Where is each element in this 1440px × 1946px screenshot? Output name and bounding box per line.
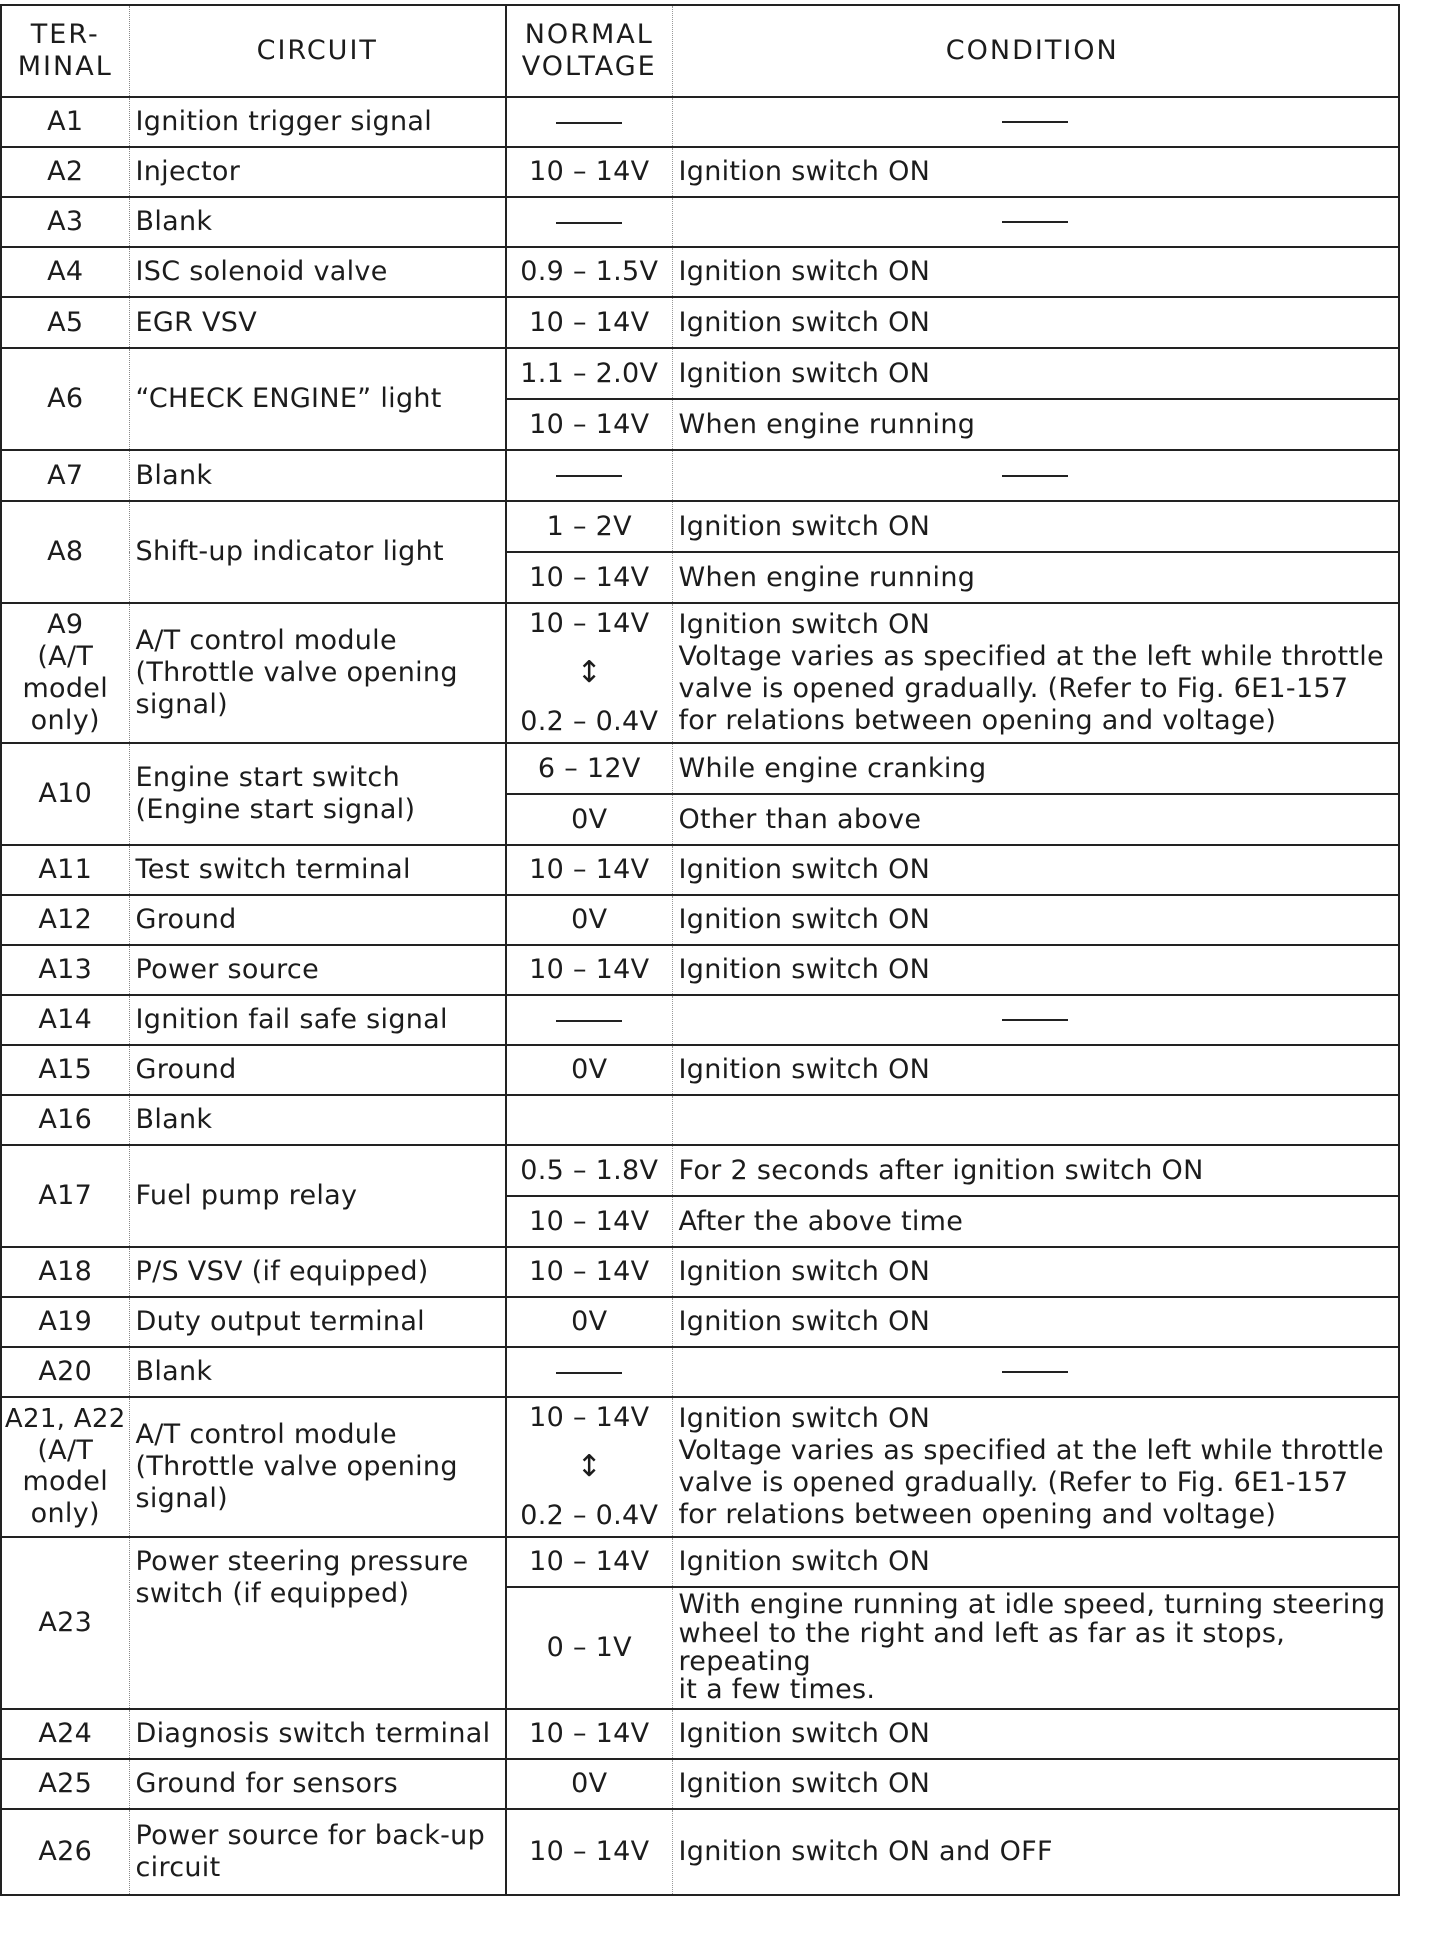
voltage-cell [506, 197, 672, 247]
circuit-cell: Ground [129, 895, 506, 945]
table-row [1, 247, 1399, 297]
terminal-cell: A20 [1, 1347, 129, 1397]
not-applicable-dash [556, 222, 622, 224]
table-row [1, 1297, 1399, 1347]
circuit-line: Power source for back-up [135, 1820, 486, 1852]
table-row [1, 1347, 1399, 1397]
condition-cell: Ignition switch ON [672, 1709, 1399, 1759]
terminal-cell: A24 [1, 1709, 129, 1759]
circuit-cell: Ground [129, 1045, 506, 1095]
not-applicable-dash [556, 122, 622, 124]
circuit-line: Engine start switch [135, 762, 400, 794]
voltage-cell: 10 – 14V [506, 297, 672, 348]
terminal-cell: A17 [1, 1145, 129, 1247]
voltage-cell: 10 – 14V [506, 552, 672, 603]
circuit-line: (Throttle valve opening [135, 1451, 458, 1483]
terminal-line: (A/T [37, 641, 94, 673]
terminal-cell: A25 [1, 1759, 129, 1809]
condition-line: Ignition switch ON [678, 1403, 931, 1435]
condition-line: Voltage varies as specified at the left while throttle [678, 1435, 1384, 1467]
voltage-cell [506, 1347, 672, 1397]
condition-line: for relations between opening and voltage) [678, 704, 1277, 736]
terminal-line: only) [30, 704, 100, 736]
table-row [1, 1045, 1399, 1095]
voltage-cell: 10 – 14V [506, 147, 672, 197]
terminal-cell: A8 [1, 501, 129, 603]
header-terminal-line2: MINAL [17, 51, 113, 82]
table-row [1, 348, 1399, 399]
table-row [1, 1145, 1399, 1196]
voltage-cell: 0 – 1V [506, 1587, 672, 1709]
condition-cell: Ignition switch ON [672, 501, 1399, 552]
terminal-line: model [22, 673, 109, 704]
terminal-voltage-table [0, 4, 1400, 1896]
voltage-range-bottom: 0.2 – 0.4V [520, 706, 659, 738]
table-row [1, 1709, 1399, 1759]
voltage-cell: 10 – 14V [506, 1537, 672, 1587]
terminal-cell: A23 [1, 1537, 129, 1709]
circuit-cell: Blank [129, 450, 506, 501]
table-row [1, 1759, 1399, 1809]
not-applicable-dash [1002, 1019, 1068, 1021]
circuit-line: A/T control module [135, 1419, 397, 1451]
not-applicable-dash [556, 1020, 622, 1022]
voltage-range-cell [506, 1397, 672, 1537]
header-voltage-line1: NORMAL [524, 19, 654, 51]
table-row [1, 1397, 1399, 1537]
voltage-cell: 10 – 14V [506, 1809, 672, 1895]
circuit-line: (Engine start signal) [135, 794, 416, 825]
voltage-cell: 10 – 14V [506, 945, 672, 995]
condition-cell: Ignition switch ON [672, 1045, 1399, 1095]
condition-cell: For 2 seconds after ignition switch ON [672, 1145, 1399, 1196]
terminal-cell: A2 [1, 147, 129, 197]
table-row [1, 147, 1399, 197]
voltage-cell: 10 – 14V [506, 845, 672, 895]
condition-line: wheel to the right and left as far as it stops, repeating [678, 1617, 1286, 1677]
condition-cell [672, 1095, 1399, 1145]
header-terminal [1, 5, 129, 97]
voltage-cell: 0V [506, 794, 672, 845]
terminal-cell: A1 [1, 97, 129, 147]
not-applicable-dash [1002, 1371, 1068, 1373]
voltage-cell: 0V [506, 1297, 672, 1347]
condition-cell [672, 1397, 1399, 1537]
terminal-cell: A10 [1, 743, 129, 845]
terminal-cell: A18 [1, 1247, 129, 1297]
condition-cell: Ignition switch ON [672, 1537, 1399, 1587]
voltage-range [513, 1402, 666, 1532]
voltage-cell: 10 – 14V [506, 1196, 672, 1247]
voltage-cell: 1 – 2V [506, 501, 672, 552]
table-row [1, 501, 1399, 552]
condition-line: for relations between opening and voltage) [678, 1498, 1277, 1530]
voltage-cell: 0V [506, 1759, 672, 1809]
terminal-cell: A26 [1, 1809, 129, 1895]
terminal-cell: A6 [1, 348, 129, 450]
circuit-cell: Test switch terminal [129, 845, 506, 895]
voltage-cell: 0V [506, 895, 672, 945]
condition-line: With engine running at idle speed, turning steering [678, 1589, 1386, 1621]
condition-line: valve is opened gradually. (Refer to Fig. 6E1-157 [678, 1467, 1349, 1498]
table-row [1, 1537, 1399, 1587]
table-row [1, 1095, 1399, 1145]
circuit-line: (Throttle valve opening [135, 657, 458, 689]
terminal-line: model [22, 1466, 109, 1498]
table-row [1, 895, 1399, 945]
terminal-cell: A14 [1, 995, 129, 1045]
circuit-cell: Blank [129, 1347, 506, 1397]
condition-line: it a few times. [678, 1674, 876, 1706]
circuit-line: signal) [135, 1482, 228, 1514]
condition-cell [672, 1587, 1399, 1709]
circuit-cell: Fuel pump relay [129, 1145, 506, 1247]
terminal-cell [1, 603, 129, 743]
terminal-cell: A12 [1, 895, 129, 945]
condition-cell: When engine running [672, 552, 1399, 603]
condition-cell: While engine cranking [672, 743, 1399, 794]
condition-line: Voltage varies as specified at the left while throttle [678, 641, 1384, 673]
circuit-cell [129, 743, 506, 845]
table-row [1, 995, 1399, 1045]
condition-cell: Ignition switch ON [672, 247, 1399, 297]
circuit-cell: ISC solenoid valve [129, 247, 506, 297]
circuit-cell: Injector [129, 147, 506, 197]
circuit-cell [129, 603, 506, 743]
voltage-cell: 0.5 – 1.8V [506, 1145, 672, 1196]
table-row [1, 450, 1399, 501]
voltage-range [513, 608, 666, 738]
table-row [1, 197, 1399, 247]
table-row [1, 97, 1399, 147]
condition-cell: Ignition switch ON [672, 147, 1399, 197]
circuit-line: A/T control module [135, 625, 397, 657]
circuit-cell: Blank [129, 197, 506, 247]
terminal-cell: A5 [1, 297, 129, 348]
terminal-line: only) [30, 1498, 100, 1530]
condition-cell: Other than above [672, 794, 1399, 845]
terminal-cell: A19 [1, 1297, 129, 1347]
circuit-cell [129, 1397, 506, 1537]
condition-cell: Ignition switch ON [672, 945, 1399, 995]
condition-cell: Ignition switch ON [672, 297, 1399, 348]
header-terminal-line1: TER- [30, 19, 100, 51]
voltage-cell: 10 – 14V [506, 1247, 672, 1297]
circuit-cell: P/S VSV (if equipped) [129, 1247, 506, 1297]
circuit-cell: Ground for sensors [129, 1759, 506, 1809]
condition-cell: Ignition switch ON [672, 845, 1399, 895]
voltage-cell [506, 97, 672, 147]
terminal-cell: A13 [1, 945, 129, 995]
condition-cell: Ignition switch ON [672, 1759, 1399, 1809]
circuit-cell: Duty output terminal [129, 1297, 506, 1347]
table-row [1, 743, 1399, 794]
condition-cell [672, 97, 1399, 147]
terminal-cell: A7 [1, 450, 129, 501]
terminal-cell: A15 [1, 1045, 129, 1095]
condition-cell [672, 450, 1399, 501]
condition-cell: Ignition switch ON [672, 895, 1399, 945]
terminal-cell: A4 [1, 247, 129, 297]
table-row [1, 945, 1399, 995]
table-row [1, 297, 1399, 348]
circuit-line: signal) [135, 688, 228, 720]
header-voltage [506, 5, 672, 97]
circuit-cell: Power source [129, 945, 506, 995]
table-row [1, 1809, 1399, 1895]
circuit-cell: Diagnosis switch terminal [129, 1709, 506, 1759]
circuit-cell: EGR VSV [129, 297, 506, 348]
up-down-arrow-icon: ↕ [576, 655, 602, 690]
condition-cell [672, 603, 1399, 743]
circuit-cell: Ignition trigger signal [129, 97, 506, 147]
not-applicable-dash [556, 475, 622, 477]
voltage-cell: 6 – 12V [506, 743, 672, 794]
not-applicable-dash [1002, 221, 1068, 223]
table-row [1, 603, 1399, 743]
terminal-line: (A/T [37, 1434, 94, 1466]
circuit-cell [129, 1537, 506, 1709]
table-header-row [1, 5, 1399, 97]
voltage-cell: 10 – 14V [506, 399, 672, 450]
up-down-arrow-icon: ↕ [576, 1449, 602, 1484]
condition-cell: Ignition switch ON and OFF [672, 1809, 1399, 1895]
condition-cell: Ignition switch ON [672, 1297, 1399, 1347]
circuit-cell: “CHECK ENGINE” light [129, 348, 506, 450]
voltage-cell: 0V [506, 1045, 672, 1095]
header-condition: CONDITION [672, 5, 1399, 97]
terminal-line: A9 [47, 609, 84, 641]
condition-cell: When engine running [672, 399, 1399, 450]
circuit-cell: Ignition fail safe signal [129, 995, 506, 1045]
circuit-line: switch (if equipped) [135, 1577, 410, 1609]
condition-cell: Ignition switch ON [672, 1247, 1399, 1297]
condition-cell: After the above time [672, 1196, 1399, 1247]
condition-line: valve is opened gradually. (Refer to Fig. 6E1-157 [678, 673, 1349, 704]
voltage-cell: 10 – 14V [506, 1709, 672, 1759]
terminal-cell: A3 [1, 197, 129, 247]
not-applicable-dash [1002, 475, 1068, 477]
condition-cell [672, 1347, 1399, 1397]
voltage-range-cell [506, 603, 672, 743]
circuit-cell [129, 1809, 506, 1895]
terminal-cell [1, 1397, 129, 1537]
voltage-cell [506, 995, 672, 1045]
voltage-cell [506, 1095, 672, 1145]
terminal-cell: A16 [1, 1095, 129, 1145]
not-applicable-dash [1002, 121, 1068, 123]
voltage-range-top: 10 – 14V [529, 1402, 650, 1433]
voltage-cell [506, 450, 672, 501]
table-row [1, 1247, 1399, 1297]
table-row [1, 845, 1399, 895]
condition-line: Ignition switch ON [678, 609, 931, 641]
circuit-cell: Blank [129, 1095, 506, 1145]
terminal-line: A21, A22 [4, 1403, 126, 1434]
voltage-cell: 1.1 – 2.0V [506, 348, 672, 399]
condition-cell: Ignition switch ON [672, 348, 1399, 399]
not-applicable-dash [556, 1372, 622, 1374]
circuit-line: circuit [135, 1852, 221, 1883]
circuit-line: Power steering pressure [135, 1546, 469, 1577]
circuit-cell: Shift-up indicator light [129, 501, 506, 603]
voltage-cell: 0.9 – 1.5V [506, 247, 672, 297]
header-circuit: CIRCUIT [129, 5, 506, 97]
voltage-range-top: 10 – 14V [529, 608, 650, 639]
condition-cell [672, 197, 1399, 247]
voltage-range-bottom: 0.2 – 0.4V [520, 1500, 659, 1532]
condition-cell [672, 995, 1399, 1045]
terminal-cell: A11 [1, 845, 129, 895]
header-voltage-line2: VOLTAGE [521, 51, 657, 82]
